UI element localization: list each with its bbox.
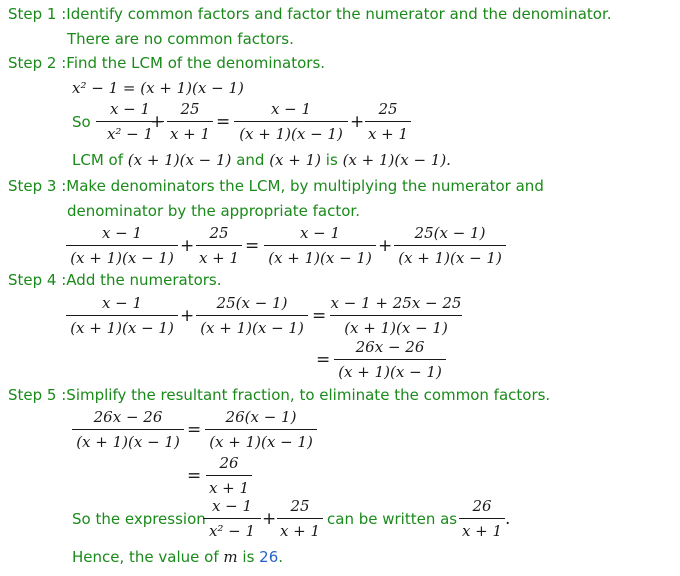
numerator: 26 [219,454,239,472]
step-1-note: There are no common factors. [67,30,294,48]
fraction [196,224,242,267]
fraction [394,224,506,267]
numerator: x − 1 [211,497,253,515]
lcm-text-c: is [325,151,338,169]
denominator: (x + 1)(x − 1) [344,319,448,337]
denominator: x + 1 [279,522,321,540]
step-2-factorization: x² − 1 = (x + 1)(x − 1) [72,79,244,97]
conclusion-text-b: can be written as [327,510,458,528]
numerator: 25 [378,100,398,118]
denominator: (x + 1)(x − 1) [76,433,180,451]
denominator: (x + 1)(x − 1) [268,249,372,267]
fraction [459,497,505,540]
numerator: x − 1 [270,100,312,118]
plus-sign: + [262,509,277,529]
denominator: x + 1 [461,522,503,540]
fraction [334,338,446,381]
final-answer [72,548,283,566]
fraction [66,224,178,267]
fraction [205,408,317,451]
answer-value: 26 [259,548,279,566]
denominator: x + 1 [198,249,240,267]
numerator: 26 [472,497,492,515]
numerator: 25 [290,497,310,515]
numerator: 26(x − 1) [225,408,297,426]
equals-sign: = [187,420,202,440]
numerator: 25 [209,224,229,242]
denominator: (x + 1)(x − 1) [200,319,304,337]
equals-sign: = [187,466,202,486]
step-2-text: Find the LCM of the denominators. [66,54,326,72]
numerator: x − 1 [109,100,151,118]
step-1-heading [8,5,612,23]
denominator: (x + 1)(x − 1) [338,363,442,381]
fraction [365,100,411,143]
step-5-text: Simplify the resultant fraction, to eliminate the common factors. [66,386,551,404]
numerator: 25 [180,100,200,118]
numerator: 26x − 26 [93,408,163,426]
denominator: x + 1 [208,479,250,497]
fraction [196,294,308,337]
lcm-factor-3: (x + 1)(x − 1). [342,151,451,169]
fraction [264,224,376,267]
denominator: (x + 1)(x − 1) [70,319,174,337]
fraction [206,454,252,497]
equals-sign: = [216,112,231,132]
fraction [203,497,261,540]
plus-sign: + [378,236,393,256]
denominator: (x + 1)(x − 1) [398,249,502,267]
denominator: (x + 1)(x − 1) [239,125,343,143]
step-3-label: Step 3 : [8,177,67,195]
lcm-text-b: and [236,151,265,169]
fraction [167,100,213,143]
plus-sign: + [350,112,365,132]
fraction [66,294,178,337]
step-3-text: Make denominators the LCM, by multiplying the numerator and [66,177,544,195]
equals-sign: = [312,306,327,326]
denominator: x + 1 [169,125,211,143]
plus-sign: + [180,306,195,326]
equals-sign: = [245,236,260,256]
step-1-text: Identify common factors and factor the numerator and the denominator. [66,5,612,23]
step-5-label: Step 5 : [8,386,67,404]
period: . [505,509,511,529]
step-4-text: Add the numerators. [66,271,222,289]
fraction [234,100,348,143]
lcm-factor-1: (x + 1)(x − 1) [127,151,232,169]
numerator: x − 1 + 25x − 25 [330,294,462,312]
step-2-lcm-statement [72,151,451,169]
denominator: (x + 1)(x − 1) [70,249,174,267]
numerator: 25(x − 1) [216,294,288,312]
conclusion-text: So the expression [72,510,206,528]
numerator: x − 1 [101,224,143,242]
step-1-label: Step 1 : [8,5,67,23]
step-3-text-line-2: denominator by the appropriate factor. [67,202,360,220]
lcm-text-a: LCM of [72,151,123,169]
plus-sign: + [180,236,195,256]
step-2-heading [8,54,325,72]
step-2-so: So [72,113,91,131]
step-3-heading [8,177,544,195]
numerator: x − 1 [101,294,143,312]
final-period: . [278,548,284,566]
denominator: x² − 1 [208,522,256,540]
fraction [330,294,462,337]
numerator: 25(x − 1) [414,224,486,242]
step-4-label: Step 4 : [8,271,67,289]
step-2-label: Step 2 : [8,54,67,72]
denominator: x² − 1 [106,125,154,143]
fraction [277,497,323,540]
numerator: 26x − 26 [355,338,425,356]
final-is: is [242,548,255,566]
numerator: x − 1 [299,224,341,242]
step-4-heading [8,271,222,289]
final-text: Hence, the value of [72,548,219,566]
lcm-factor-2: (x + 1) [269,151,322,169]
plus-sign: + [150,112,165,132]
final-variable: m [223,548,238,566]
denominator: x + 1 [367,125,409,143]
denominator: (x + 1)(x − 1) [209,433,313,451]
step-5-heading [8,386,550,404]
equals-sign: = [316,350,331,370]
fraction [72,408,184,451]
